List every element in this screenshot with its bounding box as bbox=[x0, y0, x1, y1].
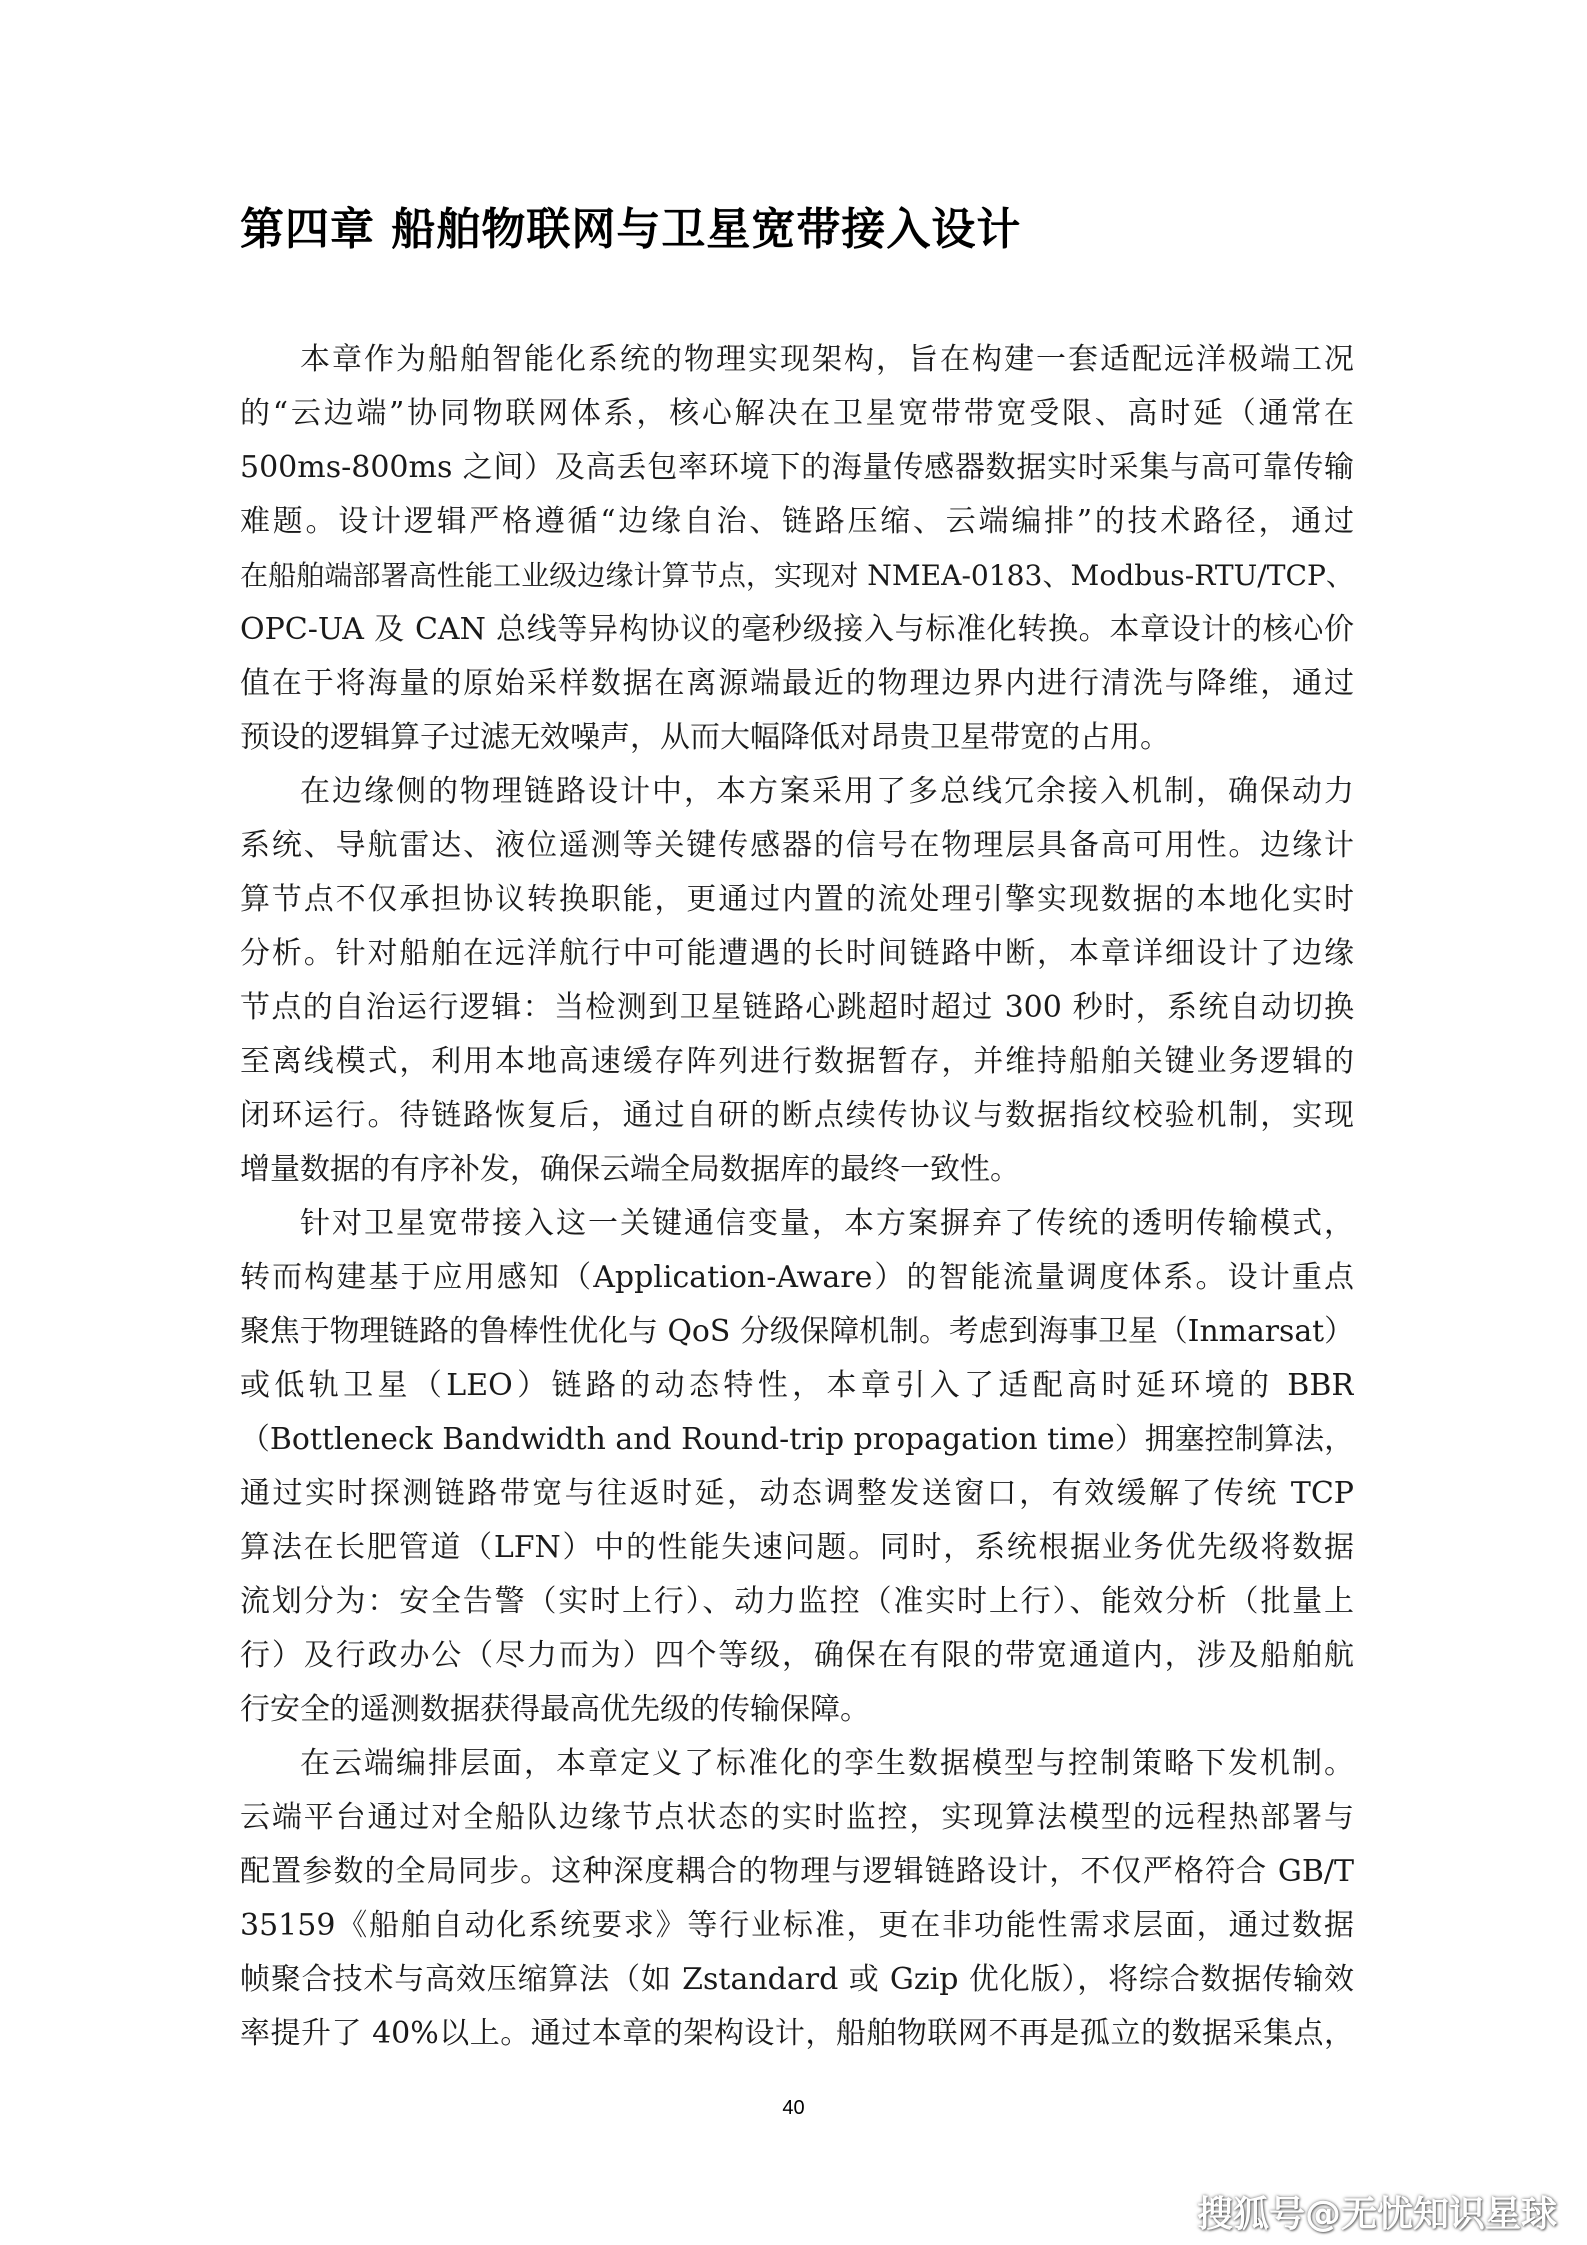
text-line: 500ms-800ms 之间）及高丢包率环境下的海量传感器数据实时采集与高可靠传输 bbox=[240, 450, 1354, 485]
text-line: 节点的自治运行逻辑：当检测到卫星链路心跳超时超过 300 秒时，系统自动切换 bbox=[240, 990, 1354, 1025]
text-line: 或低轨卫星（LEO）链路的动态特性，本章引入了适配高时延环境的 BBR bbox=[240, 1368, 1354, 1403]
text-line: 预设的逻辑算子过滤无效噪声，从而大幅降低对昂贵卫星带宽的占用。 bbox=[240, 720, 1170, 755]
text-line: 闭环运行。待链路恢复后，通过自研的断点续传协议与数据指纹校验机制，实现 bbox=[240, 1098, 1354, 1133]
text-line: 行）及行政办公（尽力而为）四个等级，确保在有限的带宽通道内，涉及船舶航 bbox=[240, 1638, 1354, 1673]
text-line: 算法在长肥管道（LFN）中的性能失速问题。同时，系统根据业务优先级将数据 bbox=[240, 1530, 1354, 1565]
text-line: 云端平台通过对全船队边缘节点状态的实时监控，实现算法模型的远程热部署与 bbox=[240, 1800, 1354, 1835]
text-line: OPC-UA 及 CAN 总线等异构协议的毫秒级接入与标准化转换。本章设计的核心价 bbox=[240, 612, 1354, 647]
text-line: 在边缘侧的物理链路设计中，本方案采用了多总线冗余接入机制，确保动力 bbox=[300, 774, 1354, 809]
text-line: 在云端编排层面，本章定义了标准化的孪生数据模型与控制策略下发机制。 bbox=[300, 1746, 1354, 1781]
text-line: 转而构建基于应用感知（Application-Aware）的智能流量调度体系。设计重点 bbox=[240, 1260, 1354, 1295]
text-line: 算节点不仅承担协议转换职能，更通过内置的流处理引擎实现数据的本地化实时 bbox=[240, 882, 1354, 917]
text-line: 帧聚合技术与高效压缩算法（如 Zstandard 或 Gzip 优化版），将综合数据传输效 bbox=[240, 1962, 1354, 1997]
watermark: 搜狐号@无忧知识星球 bbox=[1196, 2194, 1557, 2235]
paragraph-3 bbox=[240, 1197, 1354, 1737]
text-line: 聚焦于物理链路的鲁棒性优化与 QoS 分级保障机制。考虑到海事卫星（Inmarsat） bbox=[240, 1314, 1354, 1349]
text-line: 分析。针对船舶在远洋航行中可能遭遇的长时间链路中断，本章详细设计了边缘 bbox=[240, 936, 1354, 971]
text-line: 系统、导航雷达、液位遥测等关键传感器的信号在物理层具备高可用性。边缘计 bbox=[240, 828, 1354, 863]
chapter-body bbox=[240, 333, 1354, 2061]
text-line: 增量数据的有序补发，确保云端全局数据库的最终一致性。 bbox=[240, 1152, 1020, 1187]
paragraph-2 bbox=[240, 765, 1354, 1197]
text-line: 针对卫星宽带接入这一关键通信变量，本方案摒弃了传统的透明传输模式， bbox=[300, 1206, 1354, 1241]
text-line: 的“云边端”协同物联网体系，核心解决在卫星宽带带宽受限、高时延（通常在 bbox=[240, 396, 1354, 431]
text-line: 值在于将海量的原始采样数据在离源端最近的物理边界内进行清洗与降维，通过 bbox=[240, 666, 1354, 701]
text-line: （Bottleneck Bandwidth and Round-trip propagation time）拥塞控制算法， bbox=[240, 1422, 1354, 1457]
text-line: 率提升了 40%以上。通过本章的架构设计，船舶物联网不再是孤立的数据采集点， bbox=[240, 2016, 1354, 2051]
text-line: 35159《船舶自动化系统要求》等行业标准，更在非功能性需求层面，通过数据 bbox=[240, 1908, 1354, 1943]
text-line: 配置参数的全局同步。这种深度耦合的物理与逻辑链路设计，不仅严格符合 GB/T bbox=[240, 1854, 1354, 1889]
paragraph-1 bbox=[240, 333, 1354, 765]
text-line: 流划分为：安全告警（实时上行）、动力监控（准实时上行）、能效分析（批量上 bbox=[240, 1584, 1354, 1619]
text-line: 通过实时探测链路带宽与往返时延，动态调整发送窗口，有效缓解了传统 TCP bbox=[240, 1476, 1354, 1511]
paragraph-4 bbox=[240, 1737, 1354, 2061]
text-line: 难题。设计逻辑严格遵循“边缘自治、链路压缩、云端编排”的技术路径，通过 bbox=[240, 504, 1354, 539]
text-line: 在船舶端部署高性能工业级边缘计算节点，实现对 NMEA-0183、Modbus-RTU/TCP、 bbox=[240, 559, 1354, 592]
text-line: 本章作为船舶智能化系统的物理实现架构，旨在构建一套适配远洋极端工况 bbox=[300, 342, 1354, 377]
text-line: 至离线模式，利用本地高速缓存阵列进行数据暂存，并维持船舶关键业务逻辑的 bbox=[240, 1044, 1354, 1079]
text-line: 行安全的遥测数据获得最高优先级的传输保障。 bbox=[240, 1692, 870, 1727]
chapter-title: 第四章 船舶物联网与卫星宽带接入设计 bbox=[240, 204, 1022, 255]
page-number: 40 bbox=[782, 2097, 805, 2119]
